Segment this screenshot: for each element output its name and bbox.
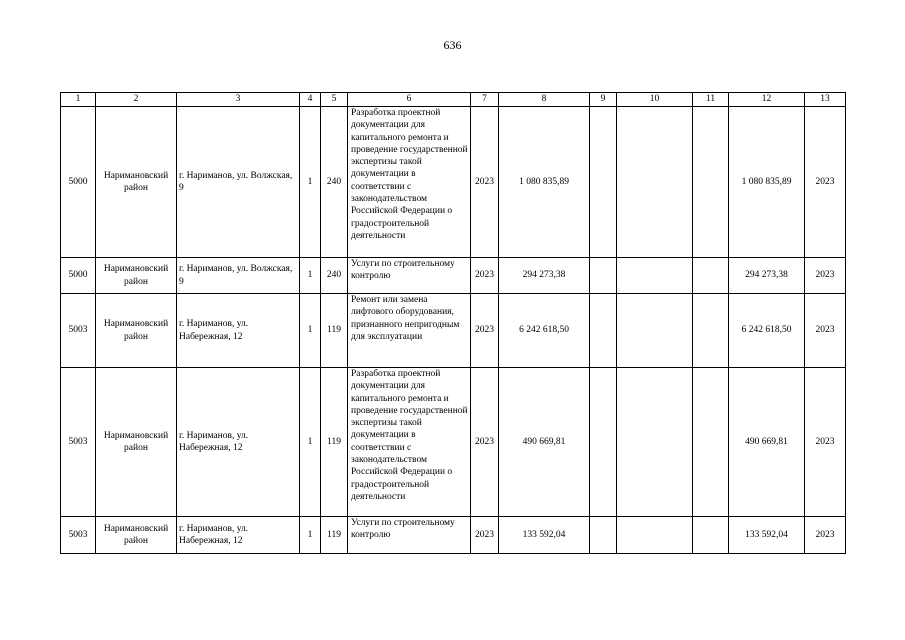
data-table [60, 92, 846, 554]
cell-address: г. Нариманов, ул. Набережная, 12 [177, 294, 300, 368]
cell-code: 5000 [61, 258, 96, 294]
cell-completion-year: 2023 [805, 517, 846, 554]
cell-col5: 119 [321, 368, 348, 517]
cell-col9 [590, 294, 617, 368]
cell-year: 2023 [471, 368, 499, 517]
cell-completion-year: 2023 [805, 107, 846, 258]
cell-col11 [693, 517, 729, 554]
cell-funding: 294 273,38 [729, 258, 805, 294]
cell-col4: 1 [300, 517, 321, 554]
cell-col5: 119 [321, 517, 348, 554]
cell-col4: 1 [300, 258, 321, 294]
column-header: 6 [348, 93, 471, 107]
cell-work-description: Разработка проектной документации для капитального ремонта и проведение государственной экспертизы такой документации в соответствии с законодательством Российской Федерации о градостроительной деятельности [348, 368, 471, 517]
cell-funding: 6 242 618,50 [729, 294, 805, 368]
cell-address: г. Нариманов, ул. Волжская, 9 [177, 107, 300, 258]
cell-total-cost: 294 273,38 [499, 258, 590, 294]
column-header: 7 [471, 93, 499, 107]
column-header: 5 [321, 93, 348, 107]
cell-total-cost: 6 242 618,50 [499, 294, 590, 368]
cell-district: Наримановский район [96, 517, 177, 554]
cell-year: 2023 [471, 294, 499, 368]
cell-work-description: Ремонт или замена лифтового оборудования, признанного непригодным для эксплуатации [348, 294, 471, 368]
cell-code: 5003 [61, 368, 96, 517]
cell-total-cost: 1 080 835,89 [499, 107, 590, 258]
cell-col11 [693, 107, 729, 258]
cell-col11 [693, 258, 729, 294]
cell-district: Наримановский район [96, 258, 177, 294]
cell-col5: 240 [321, 258, 348, 294]
page-number: 636 [443, 38, 462, 52]
cell-col10 [617, 294, 693, 368]
cell-col4: 1 [300, 368, 321, 517]
column-header: 8 [499, 93, 590, 107]
column-header: 12 [729, 93, 805, 107]
table-row [61, 258, 846, 294]
column-header: 1 [61, 93, 96, 107]
table-row [61, 107, 846, 258]
cell-col11 [693, 368, 729, 517]
cell-work-description: Услуги по строительному контролю [348, 258, 471, 294]
cell-year: 2023 [471, 107, 499, 258]
cell-funding: 1 080 835,89 [729, 107, 805, 258]
column-header: 9 [590, 93, 617, 107]
cell-completion-year: 2023 [805, 258, 846, 294]
cell-col10 [617, 107, 693, 258]
cell-col10 [617, 258, 693, 294]
column-header: 3 [177, 93, 300, 107]
cell-total-cost: 133 592,04 [499, 517, 590, 554]
cell-work-description: Разработка проектной документации для капитального ремонта и проведение государственной экспертизы такой документации в соответствии с законодательством Российской Федерации о градостроительной деятельности [348, 107, 471, 258]
cell-col11 [693, 294, 729, 368]
cell-col5: 240 [321, 107, 348, 258]
cell-col9 [590, 107, 617, 258]
cell-completion-year: 2023 [805, 368, 846, 517]
cell-address: г. Нариманов, ул. Набережная, 12 [177, 368, 300, 517]
table-row [61, 368, 846, 517]
cell-col9 [590, 258, 617, 294]
cell-col10 [617, 368, 693, 517]
column-header: 10 [617, 93, 693, 107]
cell-year: 2023 [471, 258, 499, 294]
cell-total-cost: 490 669,81 [499, 368, 590, 517]
cell-col4: 1 [300, 294, 321, 368]
cell-code: 5003 [61, 294, 96, 368]
header-row [61, 93, 846, 107]
column-header: 11 [693, 93, 729, 107]
cell-col5: 119 [321, 294, 348, 368]
column-header: 13 [805, 93, 846, 107]
cell-address: г. Нариманов, ул. Волжская, 9 [177, 258, 300, 294]
cell-year: 2023 [471, 517, 499, 554]
column-header: 2 [96, 93, 177, 107]
column-header: 4 [300, 93, 321, 107]
cell-code: 5003 [61, 517, 96, 554]
cell-col9 [590, 368, 617, 517]
cell-address: г. Нариманов, ул. Набережная, 12 [177, 517, 300, 554]
cell-code: 5000 [61, 107, 96, 258]
table-row [61, 294, 846, 368]
cell-district: Наримановский район [96, 107, 177, 258]
cell-district: Наримановский район [96, 294, 177, 368]
cell-work-description: Услуги по строительному контролю [348, 517, 471, 554]
cell-col10 [617, 517, 693, 554]
cell-funding: 490 669,81 [729, 368, 805, 517]
cell-funding: 133 592,04 [729, 517, 805, 554]
cell-col4: 1 [300, 107, 321, 258]
cell-col9 [590, 517, 617, 554]
table-row [61, 517, 846, 554]
cell-completion-year: 2023 [805, 294, 846, 368]
cell-district: Наримановский район [96, 368, 177, 517]
